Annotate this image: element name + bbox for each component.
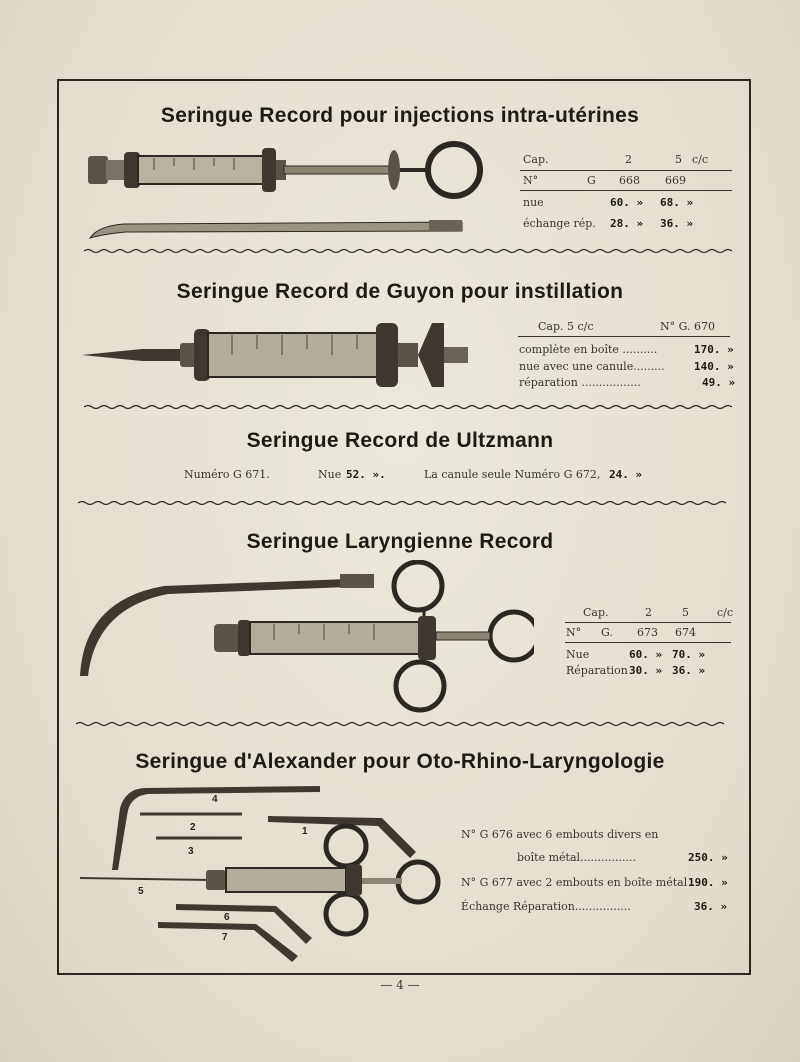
part-number-6: 6 (224, 912, 230, 923)
ultzmann-number: Numéro G 671. (184, 468, 270, 481)
price-list-alexander (460, 826, 730, 926)
section-title-alexander: Seringue d'Alexander pour Oto-Rhino-Laryngologie (135, 750, 665, 773)
section-title-laryngienne: Seringue Laryngienne Record (246, 530, 554, 553)
repair-price-5cc: 36. » (672, 664, 706, 677)
divider-2 (84, 404, 732, 410)
repair-label: réparation ................. (519, 376, 641, 389)
nue-price-2cc: 60. » (610, 196, 644, 209)
nue-label: Nue (566, 648, 590, 661)
intra-uterine-syringe-illustration (84, 140, 484, 245)
cap-label: Cap. (583, 606, 609, 619)
alexander-677-price: 190. » (688, 876, 728, 889)
nue-price-5cc: 70. » (672, 648, 706, 661)
ultzmann-canule-price: 24. » (609, 468, 643, 481)
alexander-676-label: N° G 676 avec 6 embouts divers en (461, 828, 659, 841)
ultzmann-price-line (184, 468, 664, 486)
section-title-ultzmann: Seringue Record de Ultzmann (246, 429, 554, 452)
price-table-intra-uterine (520, 150, 735, 240)
nue-price-2cc: 60. » (629, 648, 663, 661)
ultzmann-nue-label: Nue (318, 468, 342, 481)
cap-value-5: 5 (682, 606, 689, 619)
exchange-price-2cc: 28. » (610, 217, 644, 230)
complete-label: complète en boîte .......... (519, 343, 658, 356)
laryngienne-syringe-illustration (74, 560, 534, 715)
alexander-repair-label: Échange Réparation................ (461, 900, 631, 913)
cap-value-5: 5 (675, 153, 682, 166)
repair-price-2cc: 30. » (629, 664, 663, 677)
capacity-label: Cap. 5 c/c (538, 320, 594, 333)
alexander-syringe-illustration (76, 780, 446, 965)
no-label: N° (566, 626, 582, 639)
part-number-7: 7 (222, 932, 228, 943)
alexander-676-price: 250. » (688, 851, 728, 864)
alexander-676-box-label: boîte métal................ (517, 851, 636, 864)
nue-canule-price: 140. » (694, 360, 734, 373)
price-table-laryngienne (565, 604, 735, 684)
cap-value-2: 2 (645, 606, 652, 619)
exchange-price-5cc: 36. » (660, 217, 694, 230)
nue-label: nue (523, 196, 544, 209)
page-number: — 4 — (380, 978, 420, 992)
nue-canule-label: nue avec une canule......... (519, 360, 665, 373)
divider-4 (76, 721, 728, 727)
series-letter: G (587, 174, 596, 187)
repair-label: Réparation (566, 664, 628, 677)
cap-unit: c/c (692, 153, 709, 166)
catalog-number-668: 668 (619, 174, 640, 187)
section-title-intra-uterine: Seringue Record pour injections intra-utérines (160, 104, 640, 127)
complete-price: 170. » (694, 343, 734, 356)
section-title-guyon: Seringue Record de Guyon pour instillation (176, 280, 624, 303)
catalog-number-669: 669 (665, 174, 686, 187)
no-label: N° (523, 174, 539, 187)
cap-label: Cap. (523, 153, 549, 166)
alexander-repair-price: 36. » (694, 900, 728, 913)
part-number-4: 4 (212, 794, 218, 805)
ultzmann-nue-price: 52. ». (346, 468, 386, 481)
divider-3 (78, 500, 730, 506)
guyon-syringe-illustration (82, 315, 472, 395)
part-number-2: 2 (190, 822, 196, 833)
price-table-guyon (518, 318, 736, 398)
nue-price-5cc: 68. » (660, 196, 694, 209)
catalog-number-674: 674 (675, 626, 696, 639)
exchange-label: échange rép. (523, 217, 596, 230)
cap-unit: c/c (717, 606, 734, 619)
cap-value-2: 2 (625, 153, 632, 166)
alexander-677-label: N° G 677 avec 2 embouts en boîte métal (461, 876, 688, 889)
catalog-number-670: N° G. 670 (660, 320, 716, 333)
series-letter: G. (601, 626, 613, 639)
part-number-5: 5 (138, 886, 144, 897)
repair-price: 49. » (702, 376, 736, 389)
part-number-3: 3 (188, 846, 194, 857)
ultzmann-canule-label: La canule seule Numéro G 672, (424, 468, 601, 481)
divider-1 (84, 248, 732, 254)
part-number-1: 1 (302, 826, 308, 837)
catalog-number-673: 673 (637, 626, 658, 639)
